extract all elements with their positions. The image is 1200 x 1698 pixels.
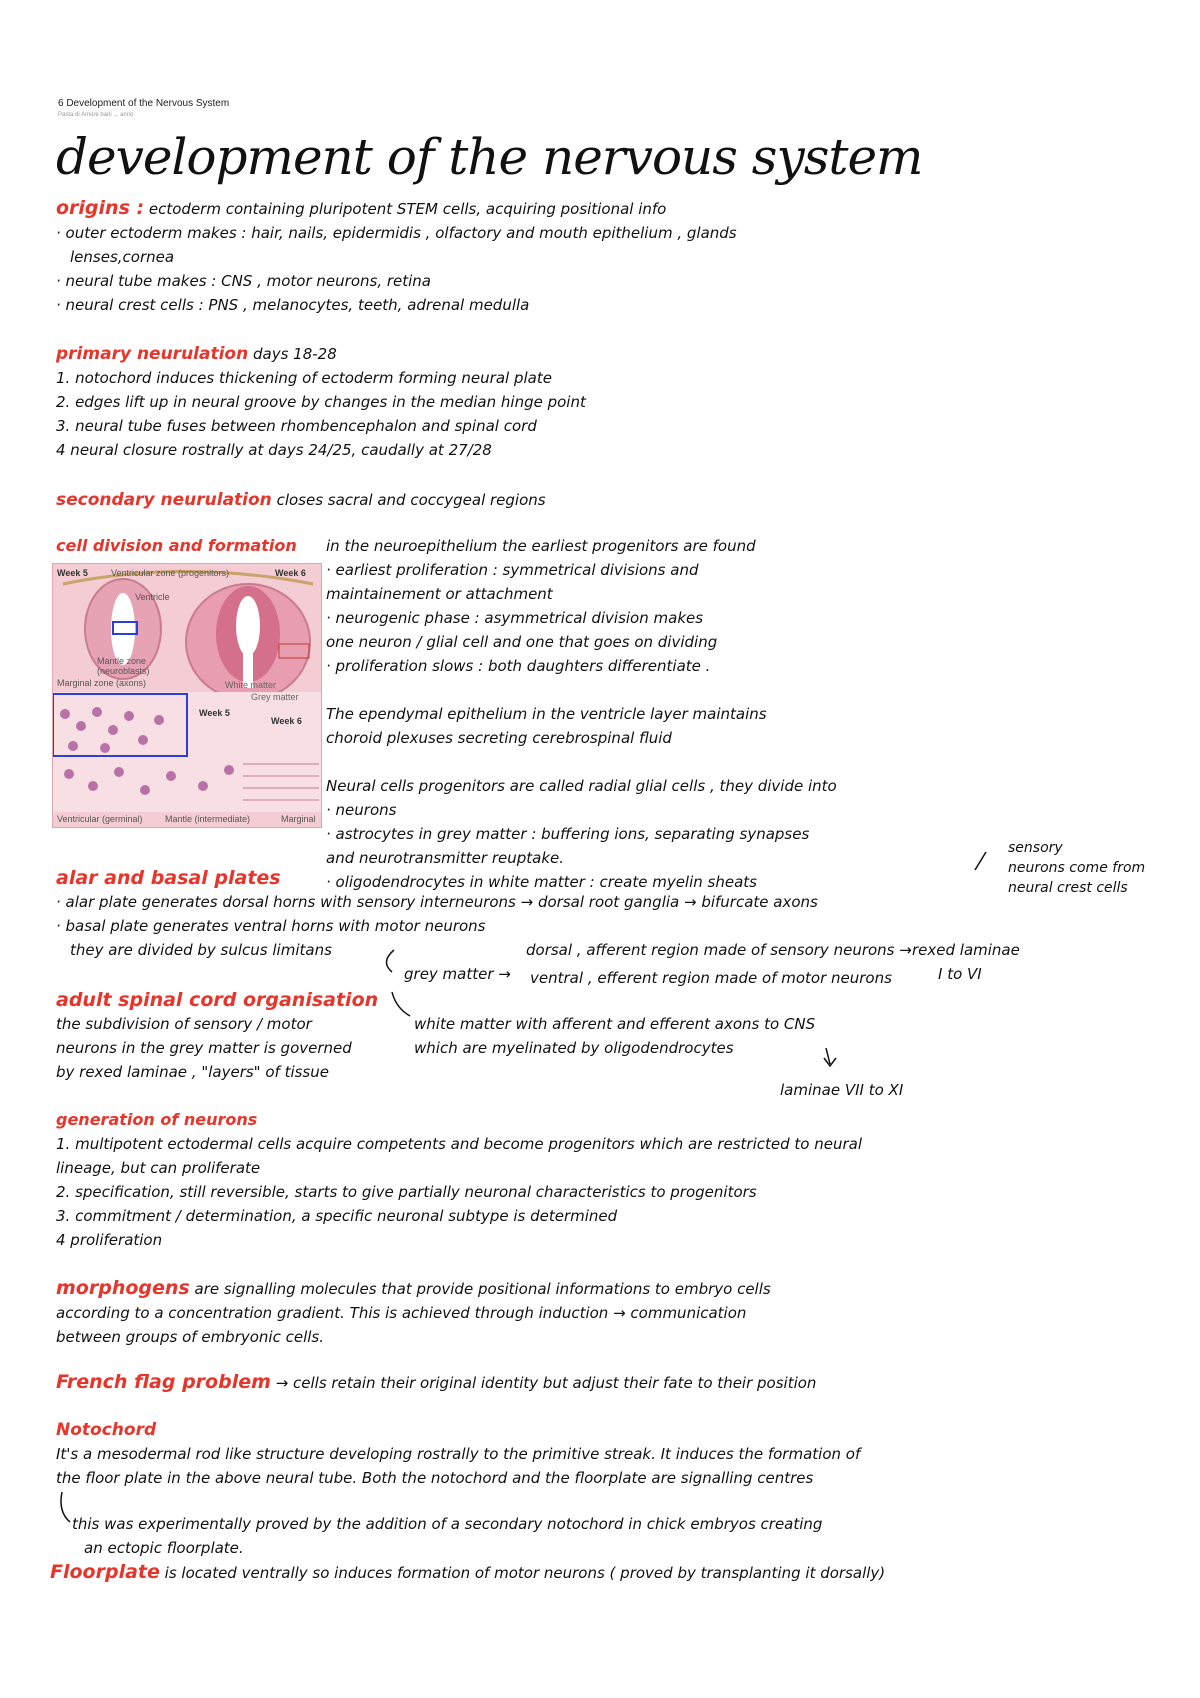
fig-ventricular-zone: Ventricular zone (progenitors) (111, 568, 230, 578)
notochord-line: the floor plate in the above neural tube. Both the notochord and the floorplate are signalling centres (56, 1469, 814, 1487)
notochord-proof-line: this was experimentally proved by the addition of a secondary notochord in chick embryos creating (72, 1515, 823, 1533)
cell-division-line: in the neuroepithelium the earliest progenitors are found (326, 537, 756, 555)
generation-section (56, 1108, 862, 1252)
fig-foot-ventricular: Ventricular (germinal) (57, 814, 143, 824)
side-note-line: neural crest cells (1008, 880, 1128, 896)
fig-foot-marginal: Marginal (281, 814, 316, 824)
alar-heading: alar and basal plates (56, 867, 281, 889)
adult-line: the subdivision of sensory / motor (56, 1015, 312, 1033)
grey-dorsal: dorsal , afferent region made of sensory neurons → (526, 941, 912, 959)
secondary-section (56, 488, 546, 512)
arrow-icon (392, 992, 410, 1016)
origins-heading: origins : (56, 197, 145, 219)
radial-line: · astrocytes in grey matter : buffering ions, separating synapses (326, 825, 810, 843)
adult-line: by rexed laminae , "layers" of tissue (56, 1063, 329, 1081)
figure-drawing (53, 564, 321, 827)
primary-line: 4 neural closure rostrally at days 24/25, caudally at 27/28 (56, 441, 492, 459)
secondary-heading: secondary neurulation (56, 490, 272, 510)
fig-week5-top: Week 5 (57, 568, 88, 578)
origins-line: · neural tube makes : CNS , motor neurons, retina (56, 272, 431, 290)
fig-marginal-zone: Marginal zone (axons) (57, 678, 147, 688)
white-matter-line: which are myelinated by oligodendrocytes (414, 1039, 734, 1057)
fig-week6-top: Week 6 (275, 568, 306, 578)
fig-neuroblasts: (neuroblasts) (97, 666, 150, 676)
arrow-icon (975, 852, 986, 870)
origins-line: · neural crest cells : PNS , melanocytes, teeth, adrenal medulla (56, 296, 530, 314)
ependymal-text (326, 702, 767, 750)
primary-heading: primary neurulation (56, 344, 249, 364)
fig-ventricle: Ventricle (135, 592, 170, 602)
white-matter-text (414, 1012, 815, 1060)
alar-line: · basal plate generates ventral horns with motor neurons (56, 917, 486, 935)
neuroepithelium-text (326, 534, 756, 678)
primary-line: 1. notochord induces thickening of ectoderm forming neural plate (56, 369, 552, 387)
fig-grey-matter: Grey matter (251, 692, 299, 702)
secondary-text: closes sacral and coccygeal regions (276, 491, 546, 509)
primary-line: 2. edges lift up in neural groove by changes in the median hinge point (56, 393, 586, 411)
arrow-icon (824, 1048, 836, 1066)
origins-line: · outer ectoderm makes : hair, nails, epidermidis , olfactory and mouth epithelium , glands (56, 224, 737, 242)
morphogens-heading: morphogens (56, 1277, 190, 1299)
side-note (1008, 838, 1145, 898)
morphogens-line: between groups of embryonic cells. (56, 1328, 325, 1346)
generation-line: 4 proliferation (56, 1231, 163, 1249)
cell-division-line: maintainement or attachment (326, 585, 553, 603)
breadcrumb: 6 Development of the Nervous System (58, 98, 230, 109)
radial-line: and neurotransmitter reuptake. (326, 849, 565, 867)
french-flag-heading: French flag problem (56, 1371, 271, 1393)
adult-line: neurons in the grey matter is governed (56, 1039, 352, 1057)
cell-division-heading: cell division and formation (56, 536, 297, 555)
morphogens-section (56, 1276, 771, 1349)
generation-line: 3. commitment / determination, a specific neuronal subtype is determined (56, 1207, 618, 1225)
primary-days: days 18-28 (253, 345, 337, 363)
side-note-line: neurons come from (1008, 860, 1146, 876)
morphogens-line: are signalling molecules that provide positional informations to embryo cells (194, 1280, 771, 1298)
primary-line: 3. neural tube fuses between rhombencephalon and spinal cord (56, 417, 537, 435)
generation-line: 1. multipotent ectodermal cells acquire competents and become progenitors which are restricted to neural (56, 1135, 862, 1153)
grey-ventral: ventral , efferent region made of motor neurons (530, 969, 892, 987)
fig-foot-mantle: Mantle (intermediate) (165, 814, 251, 824)
fig-white-matter: White matter (225, 680, 277, 690)
arrow-icon (61, 1492, 70, 1522)
origins-line: ectoderm containing pluripotent STEM cells, acquiring positional info (148, 200, 667, 218)
laminae-range: laminae VII to XI (780, 1081, 904, 1099)
generation-heading: generation of neurons (56, 1110, 258, 1129)
cell-division-line: · earliest proliferation : symmetrical divisions and (326, 561, 699, 579)
side-note-line: sensory (1008, 840, 1063, 856)
fig-week6-bottom: Week 6 (271, 716, 302, 726)
rexed-range: I to VI (938, 965, 982, 983)
ependymal-line: choroid plexuses secreting cerebrospinal fluid (326, 729, 672, 747)
floorplate-text: is located ventrally so induces formation of motor neurons ( proved by transplanting it dorsally) (164, 1564, 886, 1582)
origins-section (56, 196, 737, 317)
alar-line: · alar plate generates dorsal horns with sensory interneurons → dorsal root ganglia → bifurcate axons (56, 893, 818, 911)
radial-line: · oligodendrocytes in white matter : create myelin sheats (326, 873, 757, 891)
alar-line: they are divided by sulcus limitans (70, 941, 332, 959)
ependymal-line: The ependymal epithelium in the ventricle layer maintains (326, 705, 767, 723)
generation-line: 2. specification, still reversible, starts to give partially neuronal characteristics to progenitors (56, 1183, 757, 1201)
fig-mantle-zone: Mantle zone (97, 656, 147, 666)
cell-division-line: · proliferation slows : both daughters differentiate . (326, 657, 711, 675)
radial-line: Neural cells progenitors are called radial glial cells , they divide into (326, 777, 837, 795)
french-flag-section (56, 1370, 816, 1395)
notochord-line: It's a mesodermal rod like structure developing rostrally to the primitive streak. It induces the formation of (56, 1445, 861, 1463)
neural-tube-figure (52, 563, 322, 828)
french-flag-text: → cells retain their original identity but adjust their fate to their position (275, 1374, 817, 1392)
adult-heading: adult spinal cord organisation (56, 989, 379, 1011)
rexed-laminae: rexed laminae (912, 941, 1020, 959)
morphogens-line: according to a concentration gradient. This is achieved through induction → communication (56, 1304, 747, 1322)
notochord-section (56, 1418, 860, 1490)
grey-matter-label: grey matter → (404, 965, 511, 983)
generation-line: lineage, but can proliferate (56, 1159, 261, 1177)
notochord-proof-line: an ectopic floorplate. (84, 1539, 244, 1557)
white-matter-line: white matter with afferent and efferent axons to CNS (414, 1015, 816, 1033)
breadcrumb-sub: Pasta di Amore barli ... anno (58, 112, 134, 118)
origins-line: lenses,cornea (70, 248, 175, 266)
radial-line: · neurons (326, 801, 397, 819)
cell-division-line: · neurogenic phase : asymmetrical division makes (326, 609, 704, 627)
notochord-proof (72, 1512, 822, 1560)
cell-division-line: one neuron / glial cell and one that goes on dividing (326, 633, 718, 651)
primary-section (56, 342, 586, 462)
floorplate-section (50, 1560, 885, 1585)
cell-division-heading-wrap (56, 534, 297, 558)
floorplate-heading: Floorplate (50, 1561, 160, 1583)
adult-section (56, 988, 378, 1084)
page-title: development of the nervous system (56, 128, 923, 186)
fig-week5-bottom: Week 5 (199, 708, 230, 718)
notochord-heading: Notochord (56, 1420, 157, 1440)
